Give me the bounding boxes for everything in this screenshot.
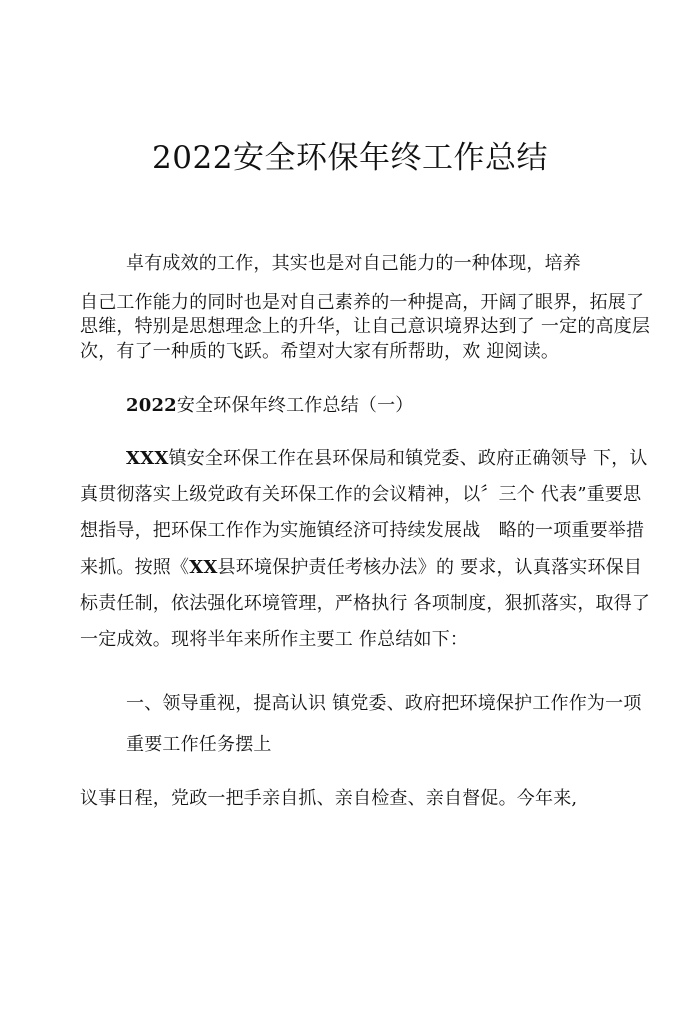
body-line-1 (126, 445, 648, 473)
point-one-line-2: 重要工作任务摆上 (126, 734, 272, 755)
body-line-1-text: 镇安全环保工作在县环保局和镇党委、政府正确领导 下，认 (168, 448, 648, 469)
body-line-6: 一定成效。现将半年来所作主要工 作总结如下： (80, 629, 469, 650)
intro-line-4: 次，有了一种质的飞跃。希望对大家有所帮助，欢 迎阅读。 (80, 341, 560, 362)
point-one-line-1: 一、领导重视，提高认识 镇党委、政府把环境保护工作作为一项 (126, 693, 642, 714)
section-heading-text: 安全环保年终工作总结（一） (176, 395, 414, 416)
body-line-4-start: 来抓。按照《 (80, 557, 190, 578)
body-line-5: 标责任制，依法强化环境管理，严格执行 各项制度，狠抓落实，取得了 (80, 593, 651, 614)
point-one-line-3: 议事日程，党政一把手亲自抓、亲自检查、亲自督促。今年来, (80, 788, 578, 809)
body-line-3: 想指导，把环保工作作为实施镇经济可持续发展战 略的一项重要举措 (80, 520, 645, 541)
body-placeholder-xx: XX (189, 557, 218, 578)
document-title: 2022安全环保年终工作总结 (152, 140, 548, 176)
body-line-4-end: 县环境保护责任考核办法》的 要求，认真落实环保目 (217, 557, 643, 578)
body-line-4 (80, 554, 642, 582)
intro-line-2: 自己工作能力的同时也是对自己素养的一种提高，开阔了眼界，拓展了 (80, 292, 645, 313)
body-placeholder-xxx: XXX (126, 448, 169, 469)
body-line-2: 真贯彻落实上级党政有关环保工作的会议精神，以〞三个 代表”重要思 (80, 484, 642, 505)
section-heading-year: 2022 (126, 395, 177, 416)
intro-line-1: 卓有成效的工作，其实也是对自己能力的一种体现，培养 (126, 253, 581, 274)
intro-line-3: 思维，特别是思想理念上的升华，让自己意识境界达到了 一定的高度层 (80, 316, 651, 337)
section-heading (126, 392, 414, 420)
